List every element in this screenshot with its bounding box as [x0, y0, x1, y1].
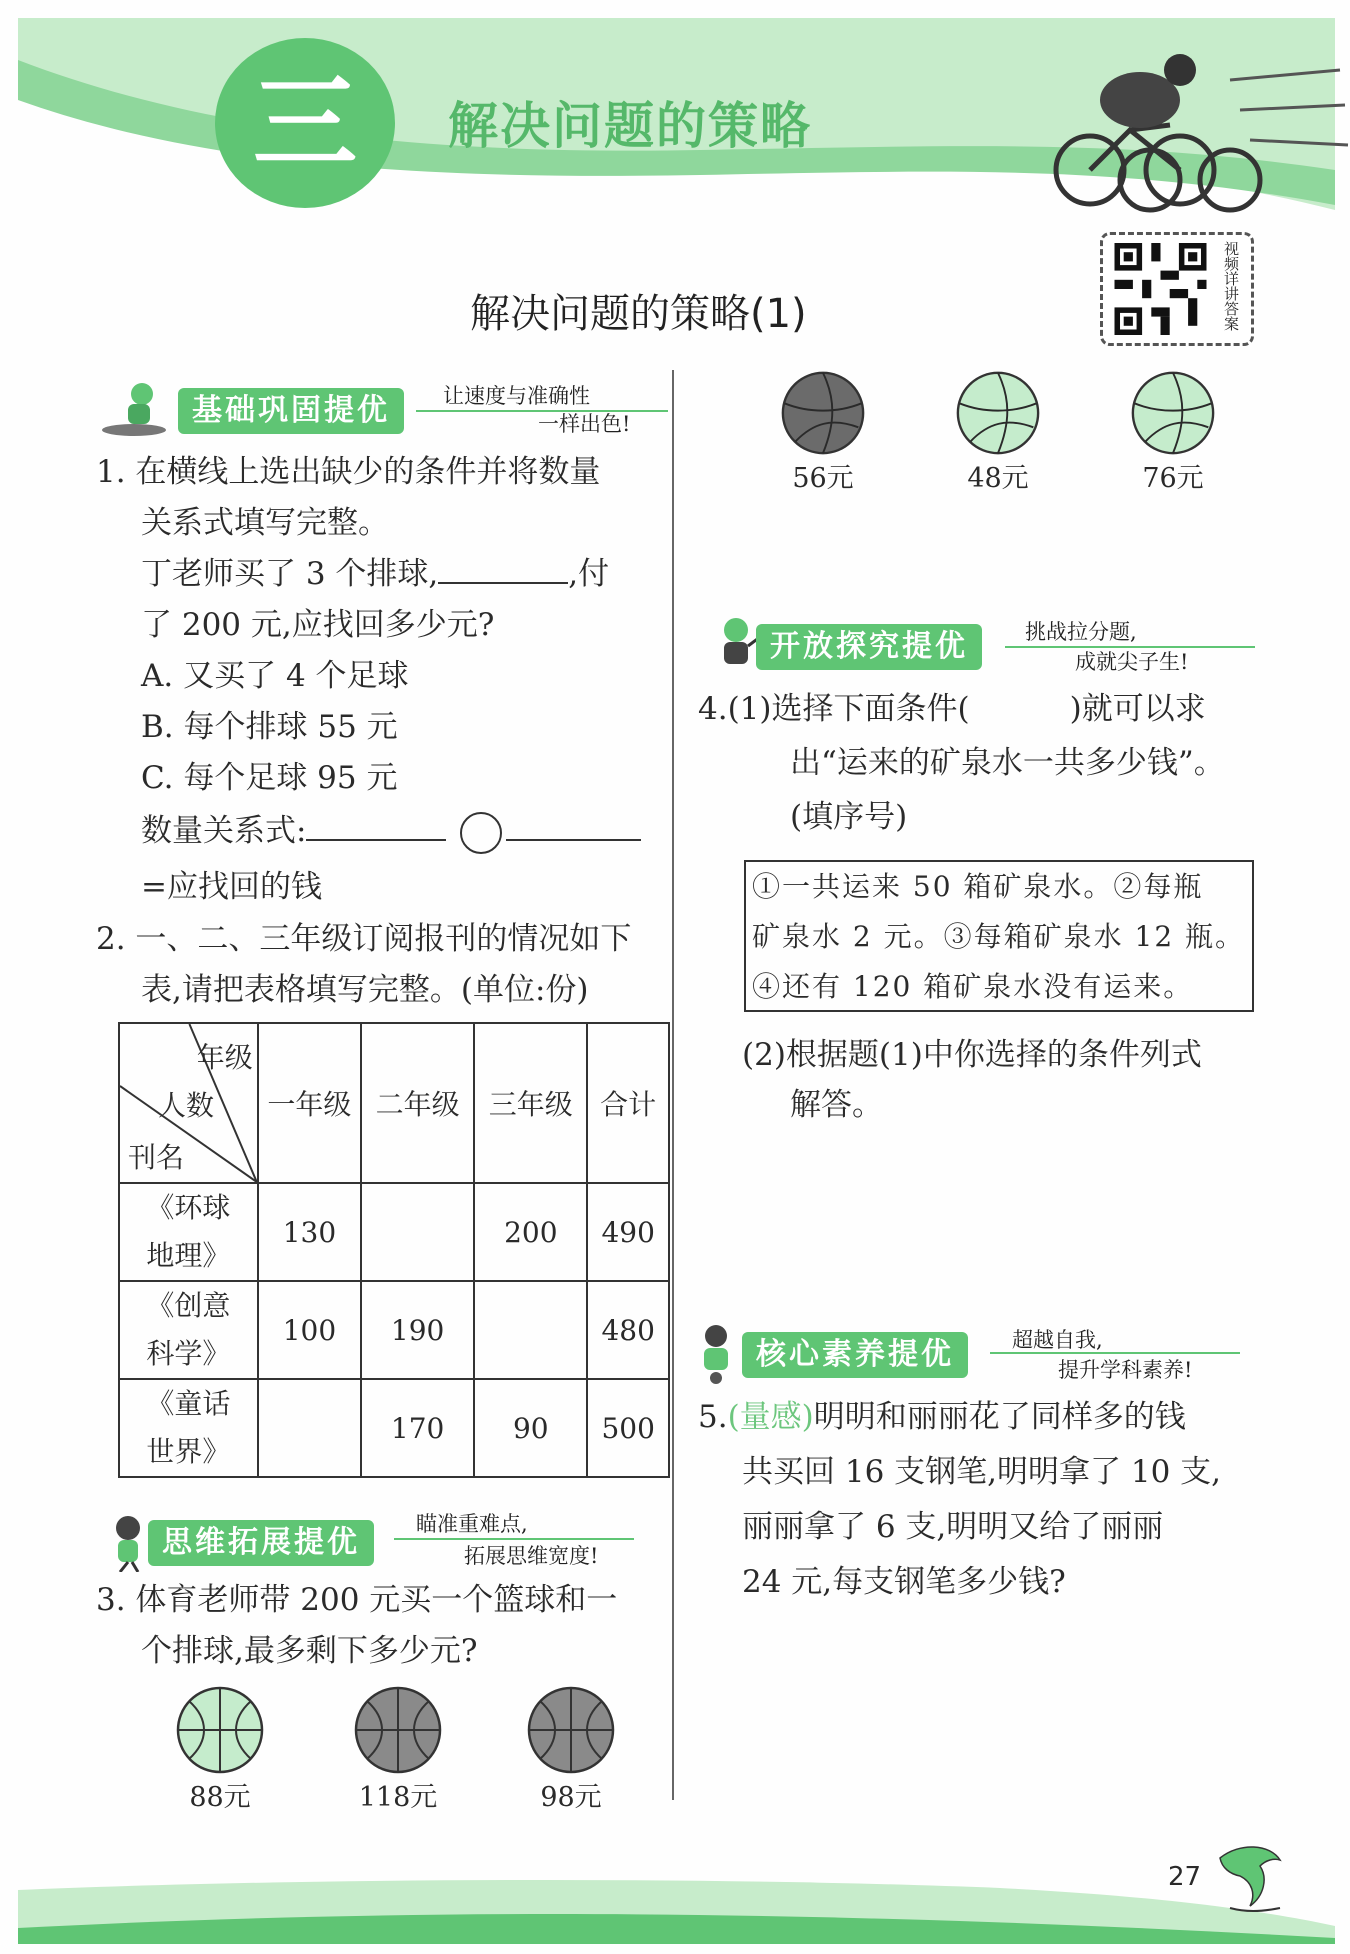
chapter-number: 三 — [252, 62, 357, 184]
option-a: A. 又买了 4 个足球 — [141, 658, 409, 694]
competency-tag: (量感) — [727, 1399, 814, 1435]
section-banner-basic — [98, 378, 668, 440]
table-header-cell: 三年级 — [474, 1023, 587, 1183]
question-4-text: 4.(1)选择下面条件( — [698, 691, 970, 727]
question-4-line: (填序号) — [790, 799, 908, 835]
price-label: 118元 — [358, 1782, 438, 1813]
price-label: 88元 — [189, 1782, 251, 1813]
row-title-line: 《环球 — [146, 1191, 231, 1224]
section-slogan: 一样出色! — [538, 412, 631, 436]
volleyball-icon[interactable] — [780, 370, 866, 456]
conditions-box — [744, 860, 1254, 1012]
qr-code-icon — [1113, 243, 1208, 335]
row-title-line: 世界》 — [146, 1435, 231, 1468]
dolphin-icon — [1200, 1838, 1300, 1918]
video-answer-qr-code[interactable] — [1100, 232, 1254, 346]
question-5-line: 24 元,每支钢笔多少钱? — [742, 1564, 1066, 1600]
row-title-line: 《童话 — [146, 1387, 231, 1420]
question-2-line: 2. 一、二、三年级订阅报刊的情况如下 — [96, 921, 632, 957]
row-title-line: 《创意 — [146, 1289, 231, 1322]
column-divider — [672, 370, 674, 1800]
cyclist-illustration — [1030, 40, 1350, 220]
relation-blank-2[interactable] — [506, 809, 641, 841]
row-title-cell — [119, 1183, 258, 1281]
basketball-icon[interactable] — [526, 1685, 616, 1775]
volleyball-icon[interactable] — [1130, 370, 1216, 456]
section-tag: 基础巩固提优 — [178, 388, 404, 434]
condition-line: ④还有 120 箱矿泉水没有运来。 — [752, 970, 1194, 1003]
question-5-text: 明明和丽丽花了同样多的钱 — [813, 1399, 1186, 1435]
diag-label-title: 刊名 — [128, 1141, 185, 1174]
price-label: 98元 — [540, 1782, 602, 1813]
price-label: 56元 — [792, 463, 854, 494]
option-c: C. 每个足球 95 元 — [141, 760, 398, 796]
question-3-line: 3. 体育老师带 200 元买一个篮球和一 — [96, 1582, 618, 1618]
footer-band — [0, 1848, 1350, 1954]
table-cell: 130 — [258, 1183, 361, 1281]
table-header-cell: 二年级 — [361, 1023, 474, 1183]
slogan-underline — [1005, 646, 1255, 648]
table-cell: 170 — [361, 1379, 474, 1477]
question-5-line: 共买回 16 支钢笔,明明拿了 10 支, — [742, 1454, 1222, 1490]
question-number: 5. — [698, 1399, 728, 1435]
diagonal-header-cell — [119, 1023, 258, 1183]
section-banner-open — [700, 614, 1260, 676]
row-title-cell — [119, 1379, 258, 1477]
question-5-line — [698, 1392, 1186, 1443]
chapter-number-badge — [215, 38, 395, 208]
slogan-underline — [416, 410, 668, 412]
table-cell: 480 — [587, 1281, 669, 1379]
table-cell: 200 — [474, 1183, 587, 1281]
table-row — [119, 1379, 669, 1477]
kid-skateboard-icon — [98, 378, 170, 440]
question-1-line: 1. 在横线上选出缺少的条件并将数量 — [96, 454, 601, 490]
condition-blank[interactable] — [438, 552, 568, 584]
stem-text: ,付 — [568, 556, 610, 592]
chapter-title: 解决问题的策略 — [448, 97, 812, 155]
relation-label: 数量关系式: — [141, 813, 307, 849]
question-4-line — [698, 684, 1206, 735]
relation-blank-1[interactable] — [306, 809, 446, 841]
basketball-icon[interactable] — [175, 1685, 265, 1775]
table-cell-blank[interactable] — [258, 1379, 361, 1477]
lesson-title: 解决问题的策略(1) — [470, 291, 807, 337]
table-header-cell: 一年级 — [258, 1023, 361, 1183]
table-cell: 490 — [587, 1183, 669, 1281]
section-slogan: 拓展思维宽度! — [464, 1544, 599, 1568]
qr-label: 视频详讲答案 — [1222, 241, 1240, 331]
section-slogan: 提升学科素养! — [1058, 1358, 1193, 1382]
price-label: 48元 — [967, 463, 1029, 494]
row-title-line: 地理》 — [146, 1239, 231, 1272]
page-number: 27 — [1168, 1862, 1202, 1892]
section-tag: 开放探究提优 — [756, 624, 982, 670]
table-header-row — [119, 1023, 669, 1183]
section-banner-thinking — [98, 1510, 668, 1572]
slogan-underline — [394, 1538, 634, 1540]
table-cell: 190 — [361, 1281, 474, 1379]
section-slogan: 成就尖子生! — [1075, 650, 1189, 674]
table-header-cell: 合计 — [587, 1023, 669, 1183]
table-row — [119, 1183, 669, 1281]
question-3-line: 个排球,最多剩下多少元? — [141, 1633, 478, 1669]
table-cell: 90 — [474, 1379, 587, 1477]
row-title-line: 科学》 — [146, 1337, 231, 1370]
row-title-cell — [119, 1281, 258, 1379]
section-slogan: 让速度与准确性 — [443, 384, 590, 408]
table-cell-blank[interactable] — [474, 1281, 587, 1379]
stem-text: 丁老师买了 3 个排球, — [141, 556, 439, 592]
question-1-stem: 了 200 元,应找回多少元? — [141, 607, 495, 643]
table-row — [119, 1281, 669, 1379]
option-b: B. 每个排球 55 元 — [141, 709, 398, 745]
operator-circle[interactable] — [460, 812, 502, 854]
basketball-icon[interactable] — [353, 1685, 443, 1775]
question-1-line: 关系式填写完整。 — [141, 505, 389, 541]
table-cell-blank[interactable] — [361, 1183, 474, 1281]
table-cell: 500 — [587, 1379, 669, 1477]
question-4-part2: (2)根据题(1)中你选择的条件列式 — [742, 1037, 1202, 1073]
question-5-line: 丽丽拿了 6 支,明明又给了丽丽 — [742, 1509, 1164, 1545]
section-slogan: 瞄准重难点, — [416, 1512, 528, 1536]
section-tag: 思维拓展提优 — [148, 1520, 374, 1566]
question-1-stem — [141, 549, 609, 600]
section-slogan: 超越自我, — [1012, 1328, 1103, 1352]
question-4-text: )就可以求 — [1069, 691, 1206, 727]
slogan-underline — [990, 1352, 1240, 1354]
volleyball-icon[interactable] — [955, 370, 1041, 456]
section-banner-core — [690, 1322, 1260, 1384]
relation-tail: =应找回的钱 — [141, 869, 322, 905]
question-4-line: 出“运来的矿泉水一共多少钱”。 — [790, 745, 1225, 781]
subscription-table — [118, 1022, 670, 1478]
diag-label-count: 人数 — [158, 1089, 215, 1122]
question-4-part2: 解答。 — [790, 1087, 883, 1123]
relation-row — [141, 806, 641, 857]
section-tag: 核心素养提优 — [742, 1332, 968, 1378]
diag-label-grade: 年级 — [196, 1041, 253, 1074]
condition-line: 矿泉水 2 元。③每箱矿泉水 12 瓶。 — [752, 920, 1246, 953]
question-2-line: 表,请把表格填写完整。(单位:份) — [141, 972, 589, 1008]
section-slogan: 挑战拉分题, — [1025, 620, 1137, 644]
price-label: 76元 — [1142, 463, 1204, 494]
condition-line: ①一共运来 50 箱矿泉水。②每瓶 — [752, 870, 1204, 903]
table-cell: 100 — [258, 1281, 361, 1379]
